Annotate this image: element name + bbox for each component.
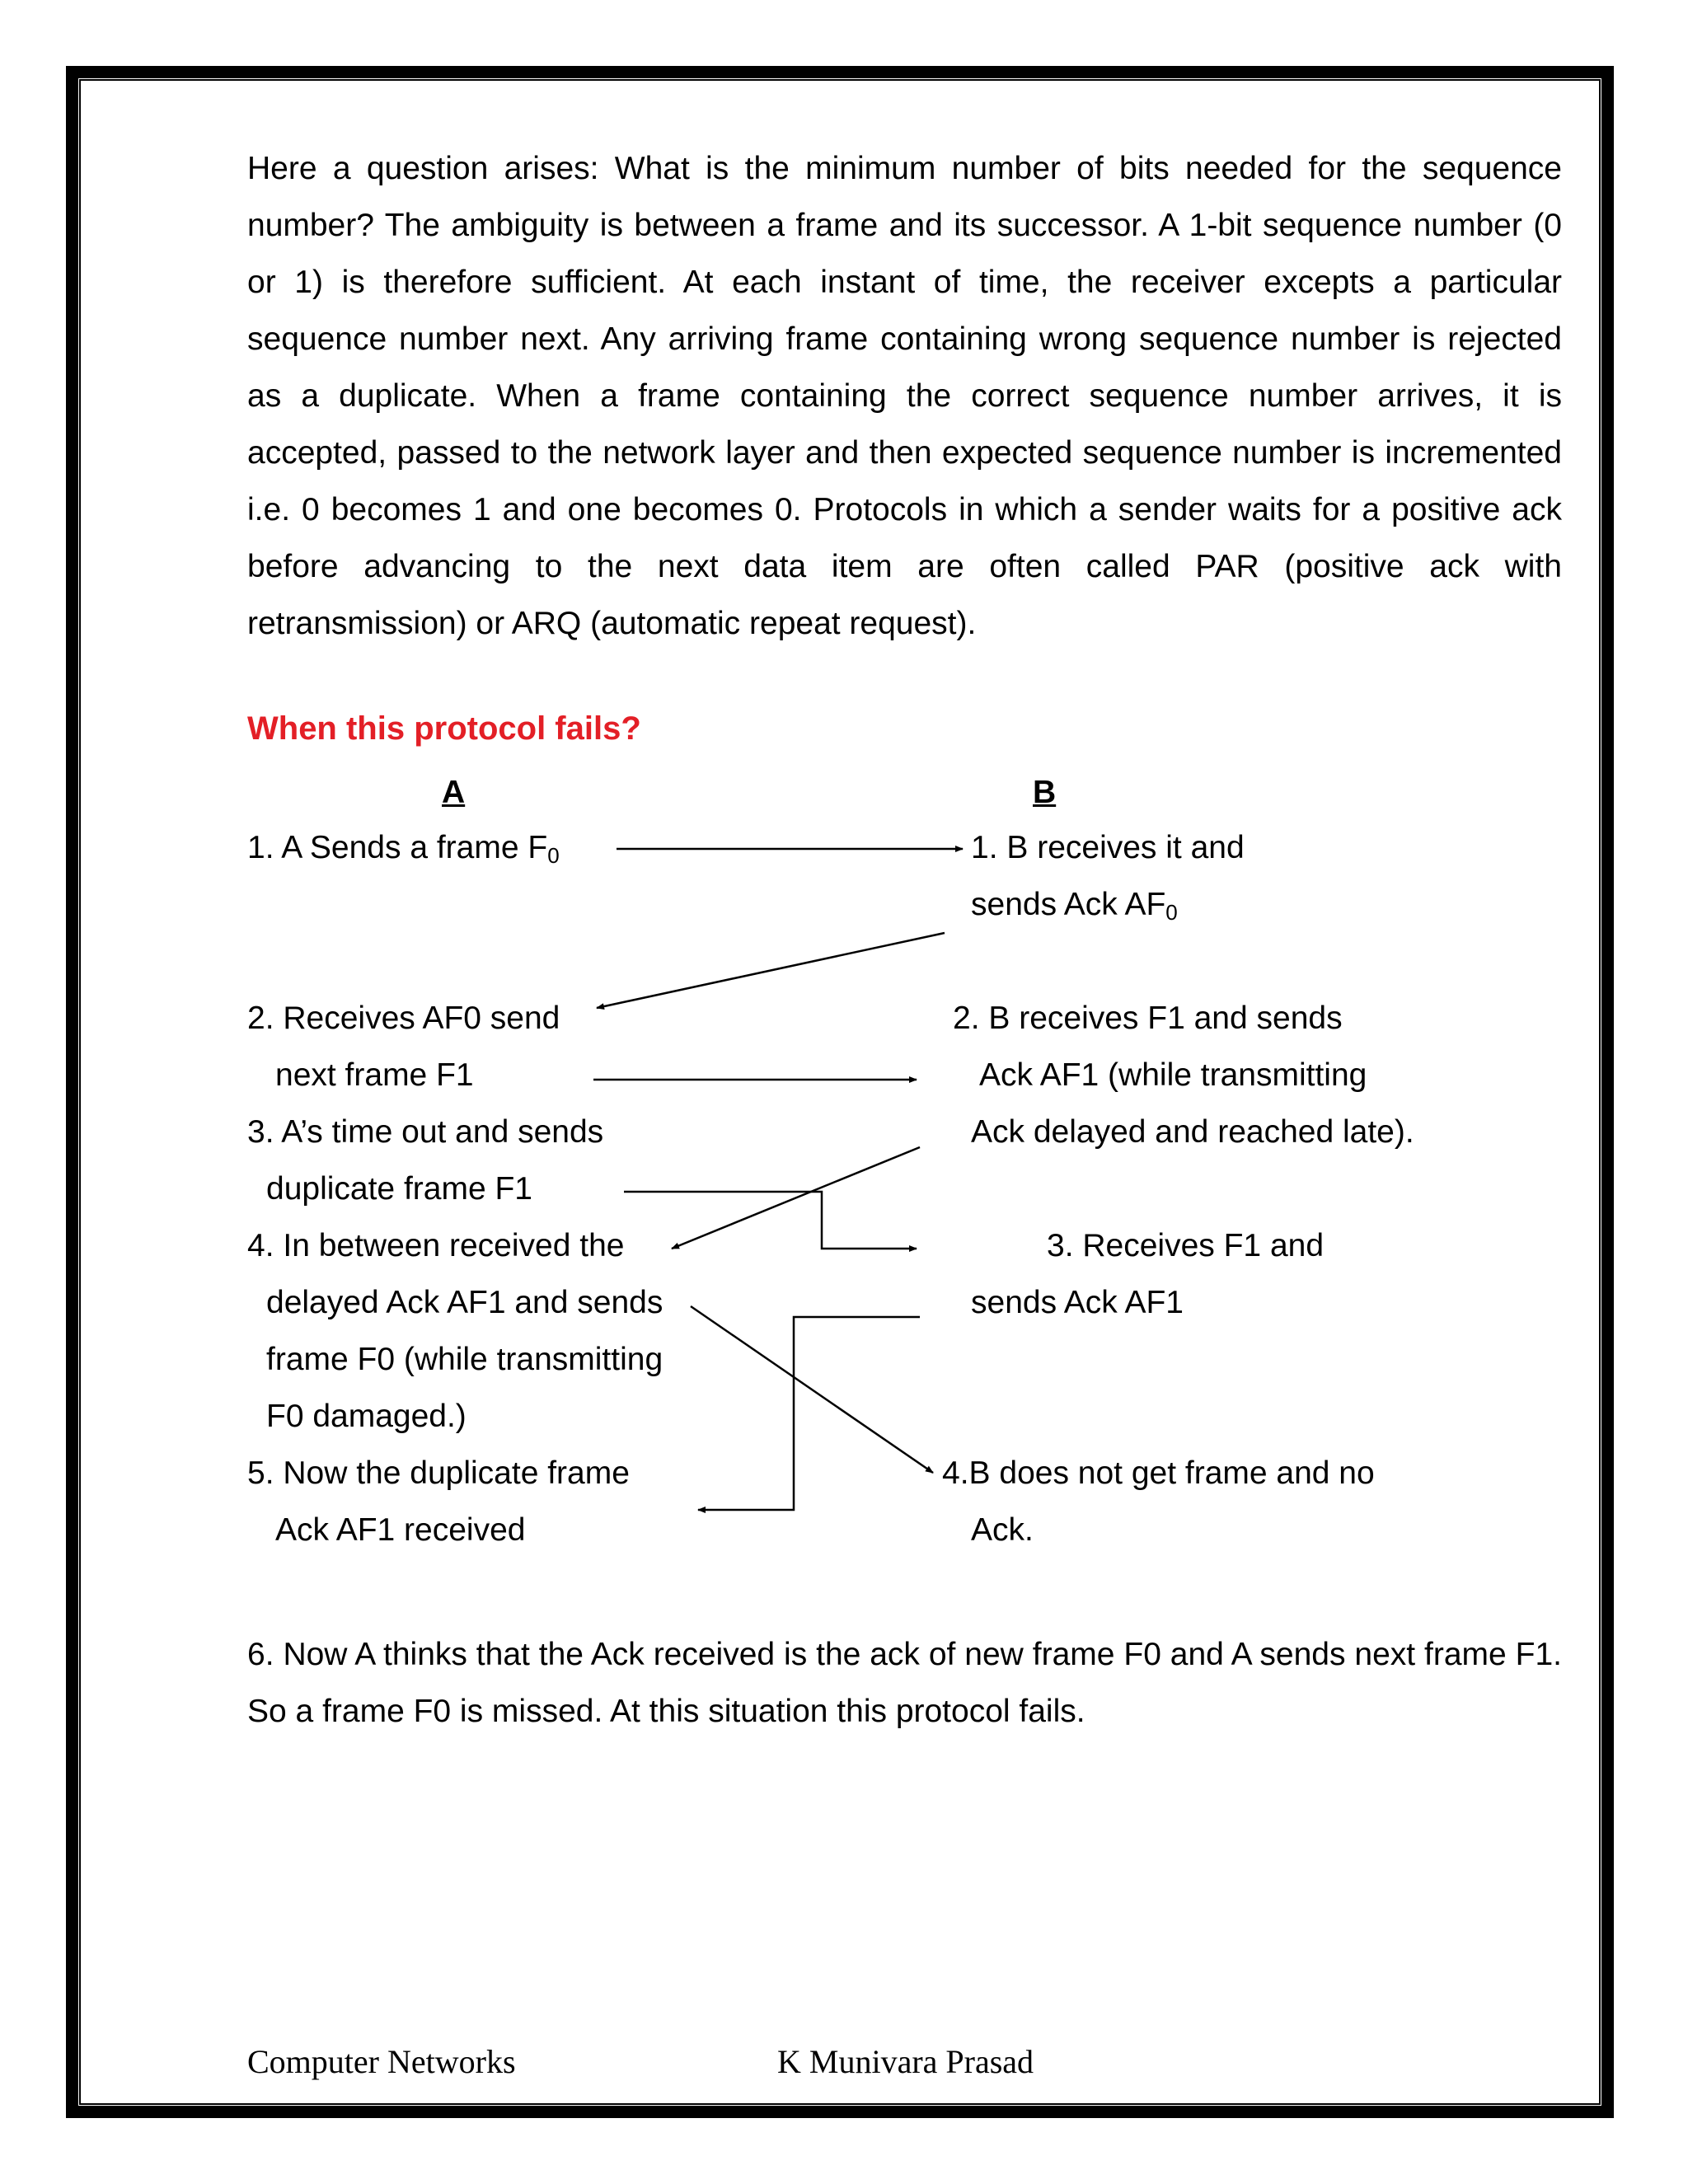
step-a3-line1: 3. A’s time out and sends [247,1114,604,1150]
step-b4-line2: Ack. [971,1512,1034,1548]
step-b1-line2-text: sends Ack AF [971,887,1166,922]
step-a3-line2: duplicate frame F1 [266,1171,532,1207]
arrow-ack-af1-delayed [672,1147,920,1249]
column-a-label: A [442,775,466,810]
arrow-duplicate-f1 [624,1192,917,1249]
column-b-label: B [1033,775,1057,810]
step-b2-line1: 2. B receives F1 and sends [953,1001,1343,1036]
step-a4-line1: 4. In between received the [247,1228,625,1263]
step-b4-line1: 4.B does not get frame and no [942,1455,1375,1491]
section-heading: When this protocol fails? [247,710,641,747]
step-a2-line2: next frame F1 [275,1057,474,1093]
step-a2-line1: 2. Receives AF0 send [247,1001,560,1036]
step-a4-line2: delayed Ack AF1 and sends [266,1285,663,1320]
intro-paragraph: Here a question arises: What is the minimum number of bits needed for the sequence number? The ambiguity is between a frame and its successor. A 1-bit sequence number (0 or 1) is therefore sufficient. At each instant of time, the receiver excepts a particular sequence number next. Any arriving frame containing wrong sequence number is rejected as a duplicate. When a frame containing the correct sequence number arrives, it is accepted, passed to the network layer and then expected sequence number is incremented i.e. 0 becomes 1 and one becomes 0. Protocols in which a sender waits for a positive ack before advancing to the next data item are often called PAR (positive ack with retransmission) or ARQ (automatic repeat request). [247,151,1562,641]
step-b1-subscript: 0 [1165,900,1178,925]
step-b3-line2: sends Ack AF1 [971,1285,1184,1320]
step-a1-subscript: 0 [547,843,560,868]
step-a4-line4: F0 damaged.) [266,1399,467,1434]
footer-course-title: Computer Networks [247,2043,516,2080]
step-b2-line2: Ack AF1 (while transmitting [979,1057,1367,1093]
step-a4-line3: frame F0 (while transmitting [266,1342,663,1377]
step-b1-line1: 1. B receives it and [971,830,1245,865]
footer-author: K Munivara Prasad [777,2043,1034,2080]
arrow-ack-af0 [597,933,945,1008]
step-a5-line2: Ack AF1 received [275,1512,526,1548]
conclusion-paragraph: 6. Now A thinks that the Ack received is the ack of new frame F0 and A sends next frame F1. So a frame F0 is missed. At this situation this protocol fails. [247,1637,1562,1729]
step-a1-text: 1. A Sends a frame F [247,830,548,865]
step-a5-line1: 5. Now the duplicate frame [247,1455,630,1491]
arrow-duplicate-ack-af1 [698,1317,920,1510]
step-b2-line3: Ack delayed and reached late). [971,1114,1414,1150]
arrow-frame-f0-damaged [691,1306,933,1473]
step-b3-line1: 3. Receives F1 and [1047,1228,1325,1263]
